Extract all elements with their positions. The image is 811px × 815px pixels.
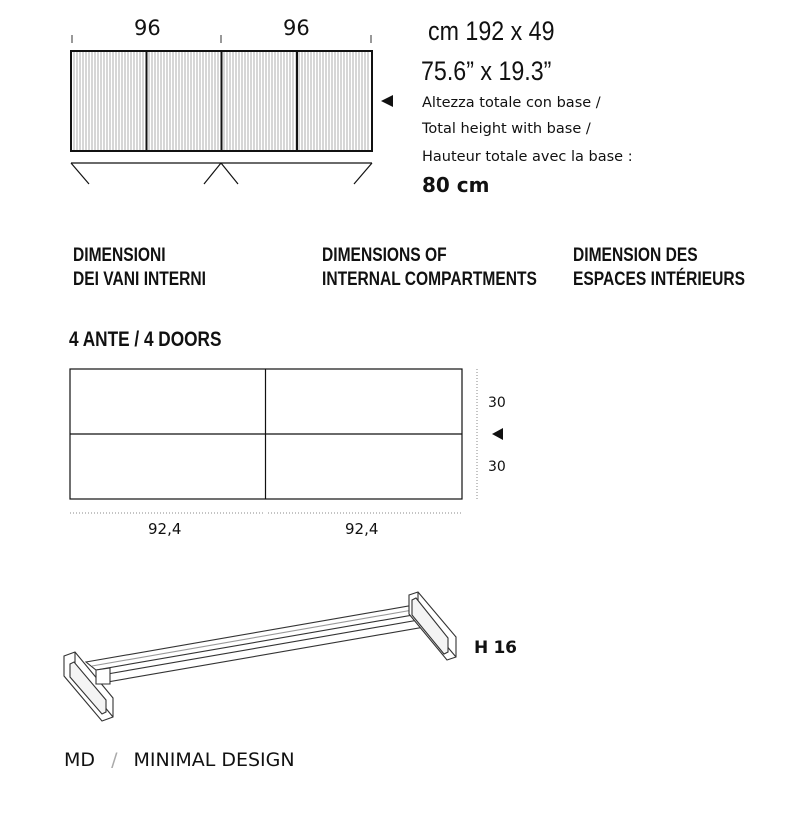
compartment-height-bottom: 30 [488, 459, 506, 475]
compartment-width-right: 92,4 [345, 520, 379, 538]
height-text-en: Total height with base / [422, 121, 591, 137]
base-height-label: H 16 [474, 638, 517, 658]
brand-separator: / [111, 749, 118, 771]
width-label-left: 96 [134, 16, 161, 40]
height-text-fr: Hauteur totale avec la base : [422, 149, 633, 165]
compartments-title: 4 ANTE / 4 DOORS [69, 328, 222, 351]
heading-en-line1: DIMENSIONS OF [322, 245, 447, 266]
compartment-width-left: 92,4 [148, 520, 182, 538]
brand-name: MINIMAL DESIGN [133, 749, 295, 771]
heading-it-line2: DEI VANI INTERNI [73, 269, 207, 290]
brand-md: MD [64, 749, 96, 771]
base-frame-drawing [64, 592, 456, 721]
dimensions-inches: 75.6” x 19.3” [421, 56, 552, 86]
compartment-height-top: 30 [488, 395, 506, 411]
heading-en [322, 244, 537, 292]
height-value: 80 cm [422, 173, 490, 197]
heading-fr-line2: ESPACES INTÉRIEURS [573, 269, 745, 290]
width-label-right: 96 [283, 16, 310, 40]
brand-logo [64, 749, 295, 771]
heading-it [73, 244, 206, 292]
height-arrow-icon [381, 95, 393, 107]
height-text-it: Altezza totale con base / [422, 95, 601, 111]
dimensions-cm: cm 192 x 49 [428, 16, 555, 46]
compartment-arrow-icon [492, 428, 503, 440]
heading-fr-line1: DIMENSION DES [573, 245, 698, 266]
heading-en-line2: INTERNAL COMPARTMENTS [322, 269, 537, 290]
heading-it-line1: DIMENSIONI [73, 245, 166, 266]
heading-fr [573, 244, 745, 292]
